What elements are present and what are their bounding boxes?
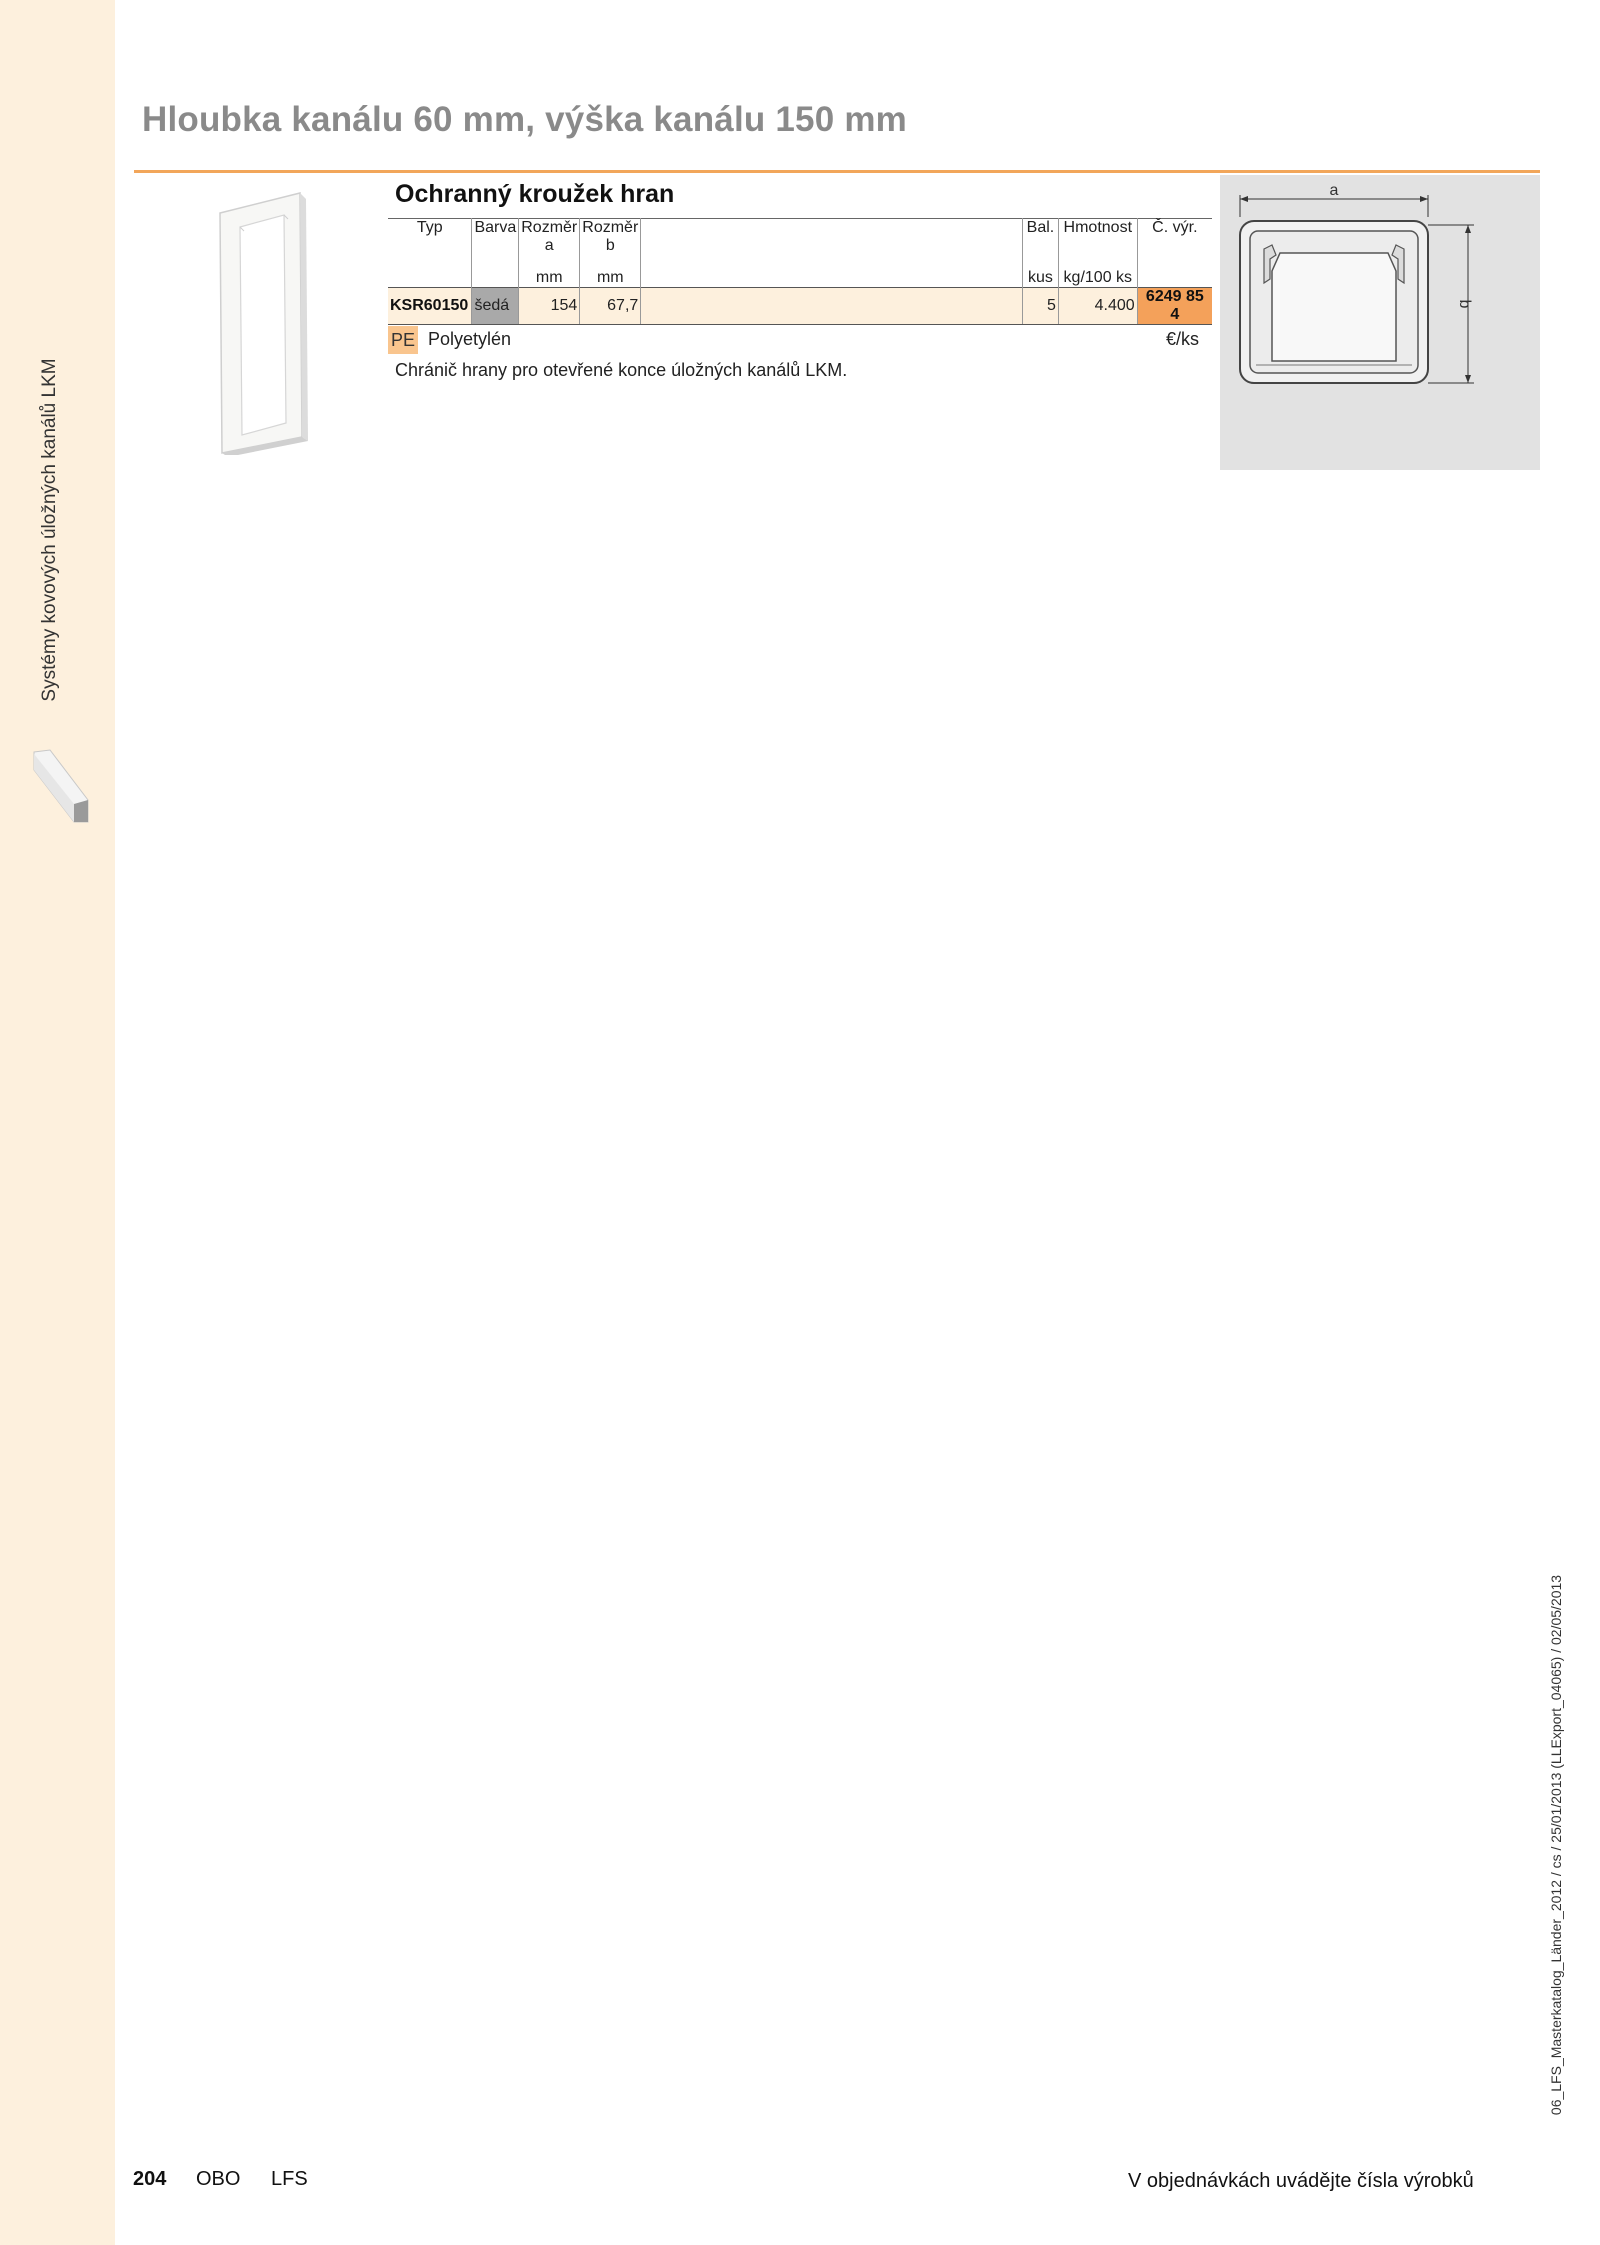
- cell-bal: 5: [1023, 287, 1059, 324]
- header-hmotnost: Hmotnost: [1058, 219, 1137, 256]
- header-rozmer-b: [580, 219, 641, 256]
- channel-thumbnail-icon: [30, 748, 90, 824]
- header-spacer: [641, 219, 1023, 256]
- unit-spacer: [641, 255, 1023, 287]
- unit-typ: [388, 255, 472, 287]
- cell-hmotnost: 4.400: [1058, 287, 1137, 324]
- header-rozmer-a-symbol: a: [544, 237, 554, 254]
- header-rozmer-b-label: Rozměr: [582, 219, 639, 236]
- header-barva: Barva: [472, 219, 519, 256]
- dimension-b-label: b: [1456, 299, 1473, 309]
- cell-rozmer-b: 67,7: [580, 287, 641, 324]
- product-photo: [200, 185, 320, 455]
- footer-note: V objednávkách uvádějte čísla výrobků: [1128, 2170, 1474, 2192]
- unit-rozmer-a: mm: [519, 255, 580, 287]
- unit-barva: [472, 255, 519, 287]
- header-cislo: Č. výr.: [1137, 219, 1212, 256]
- header-bal: Bal.: [1023, 219, 1059, 256]
- dimension-drawing: [1220, 175, 1540, 470]
- header-rozmer-a: [519, 219, 580, 256]
- header-rozmer-b-symbol: b: [605, 237, 615, 254]
- page-title: Hloubka kanálu 60 mm, výška kanálu 150 mm: [142, 100, 907, 139]
- header-rozmer-a-label: Rozměr: [521, 219, 578, 236]
- page-number: 204: [133, 2168, 167, 2190]
- product-spec-table: [388, 218, 1212, 325]
- unit-rozmer-b: mm: [580, 255, 641, 287]
- material-code-badge: PE: [388, 326, 418, 354]
- product-description: Chránič hrany pro otevřené konce úložných kanálů LKM.: [395, 360, 848, 380]
- table-unit-row: [388, 255, 1212, 287]
- table-row: [388, 287, 1212, 324]
- unit-cislo: [1137, 255, 1212, 287]
- header-typ: Typ: [416, 219, 443, 236]
- document-code: 06_LFS_Masterkatalog_Länder_2012 / cs / 25/01/2013 (LLExport_04065) / 02/05/2013: [1548, 1574, 1564, 2116]
- cell-barva: šedá: [472, 287, 519, 324]
- brand-name: OBO: [196, 2168, 241, 2190]
- cell-spacer: [641, 287, 1023, 324]
- sidebar: [0, 0, 115, 2245]
- table-header-row: [388, 219, 1212, 256]
- dimension-a-label: a: [1329, 182, 1339, 199]
- title-divider: [134, 170, 1540, 173]
- sidebar-section-label: Systémy kovových úložných kanálů LKM: [39, 358, 60, 702]
- product-name: Ochranný kroužek hran: [395, 180, 675, 208]
- unit-hmotnost: kg/100 ks: [1058, 255, 1137, 287]
- material-name: Polyetylén: [428, 329, 512, 349]
- division-name: LFS: [271, 2168, 308, 2190]
- unit-bal: kus: [1023, 255, 1059, 287]
- cell-article-number: 6249 85 4: [1137, 287, 1212, 324]
- channel-cross-section-drawing: [1220, 175, 1540, 470]
- cell-rozmer-a: 154: [519, 287, 580, 324]
- cell-typ: KSR60150: [388, 287, 472, 324]
- price-unit: €/ks: [1166, 329, 1200, 349]
